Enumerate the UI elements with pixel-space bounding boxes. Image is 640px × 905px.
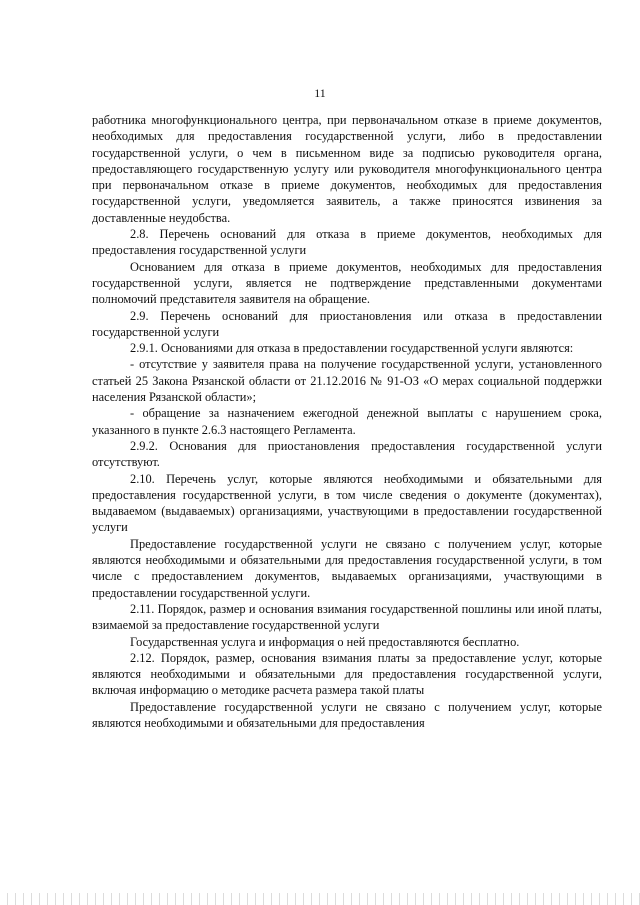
section-heading-2-11: 2.11. Порядок, размер и основания взимания государственной пошлины или иной платы, взимаемой за предоставление государственной услуги xyxy=(92,601,602,633)
page-number: 11 xyxy=(314,86,326,100)
subsection-2-9-1: 2.9.1. Основаниями для отказа в предоставлении государственной услуги являются: xyxy=(130,341,574,356)
list-item: - отсутствие у заявителя права на получение государственной услуги, установленного статьей 25 Закона Рязанской области от 21.12.2016 № 91-ОЗ «О мерах социальной поддержки населения Рязанской области»; xyxy=(92,357,602,405)
section-heading-2-9: 2.9. Перечень оснований для приостановления или отказа в предоставлении государственной услуги xyxy=(92,308,602,339)
document-body xyxy=(92,112,602,731)
scan-edge xyxy=(0,893,640,905)
paragraph: Предоставление государственной услуги не связано с получением услуг, которые являются необходимыми и обязательными для предоставления государственной услуги, в том числе с предоставлением документов, выдаваемых организациями, участвующими в предоставлении государственной услуги. xyxy=(92,536,602,600)
paragraph: Основанием для отказа в приеме документов, необходимых для предоставления государственной услуги, является не подтверждение представленными документами полномочий представителя заявителя на обращение. xyxy=(92,259,602,307)
section-heading-2-10: 2.10. Перечень услуг, которые являются необходимыми и обязательными для предоставления государственной услуги, в том числе сведения о документе (документах), выдаваемом (выдаваемых) организациями, участвующими в предоставлении государственной услуги xyxy=(92,471,602,535)
section-heading-2-12: 2.12. Порядок, размер, основания взимания платы за предоставление услуг, которые являются необходимыми и обязательными для предоставления государственной услуги, включая информацию о методике расчета размера такой платы xyxy=(92,650,602,698)
paragraph: Предоставление государственной услуги не связано с получением услуг, которые являются необходимыми и обязательными для предоставления xyxy=(92,699,602,730)
list-item: - обращение за назначением ежегодной денежной выплаты с нарушением срока, указанного в пункте 2.6.3 настоящего Регламента. xyxy=(92,406,602,437)
subsection-2-9-2: 2.9.2. Основания для приостановления предоставления государственной услуги отсутствуют. xyxy=(92,438,602,470)
section-heading-2-8: 2.8. Перечень оснований для отказа в приеме документов, необходимых для предоставления государственной услуги xyxy=(92,227,602,258)
paragraph: Государственная услуга и информация о ней предоставляются бесплатно. xyxy=(130,634,520,649)
paragraph: работника многофункционального центра, при первоначальном отказе в приеме документов, необходимых для предоставления государственной услуги, либо в предоставлении государственной услуги, о чем в письменном виде за подписью руководителя органа, предоставляющего государственную услугу или руководителя многофункционального центра при первоначальном отказе в приеме документов, необходимых для предоставления государственной услуги, уведомляется заявитель, а также приносятся извинения за доставленные неудобства. xyxy=(92,113,602,225)
